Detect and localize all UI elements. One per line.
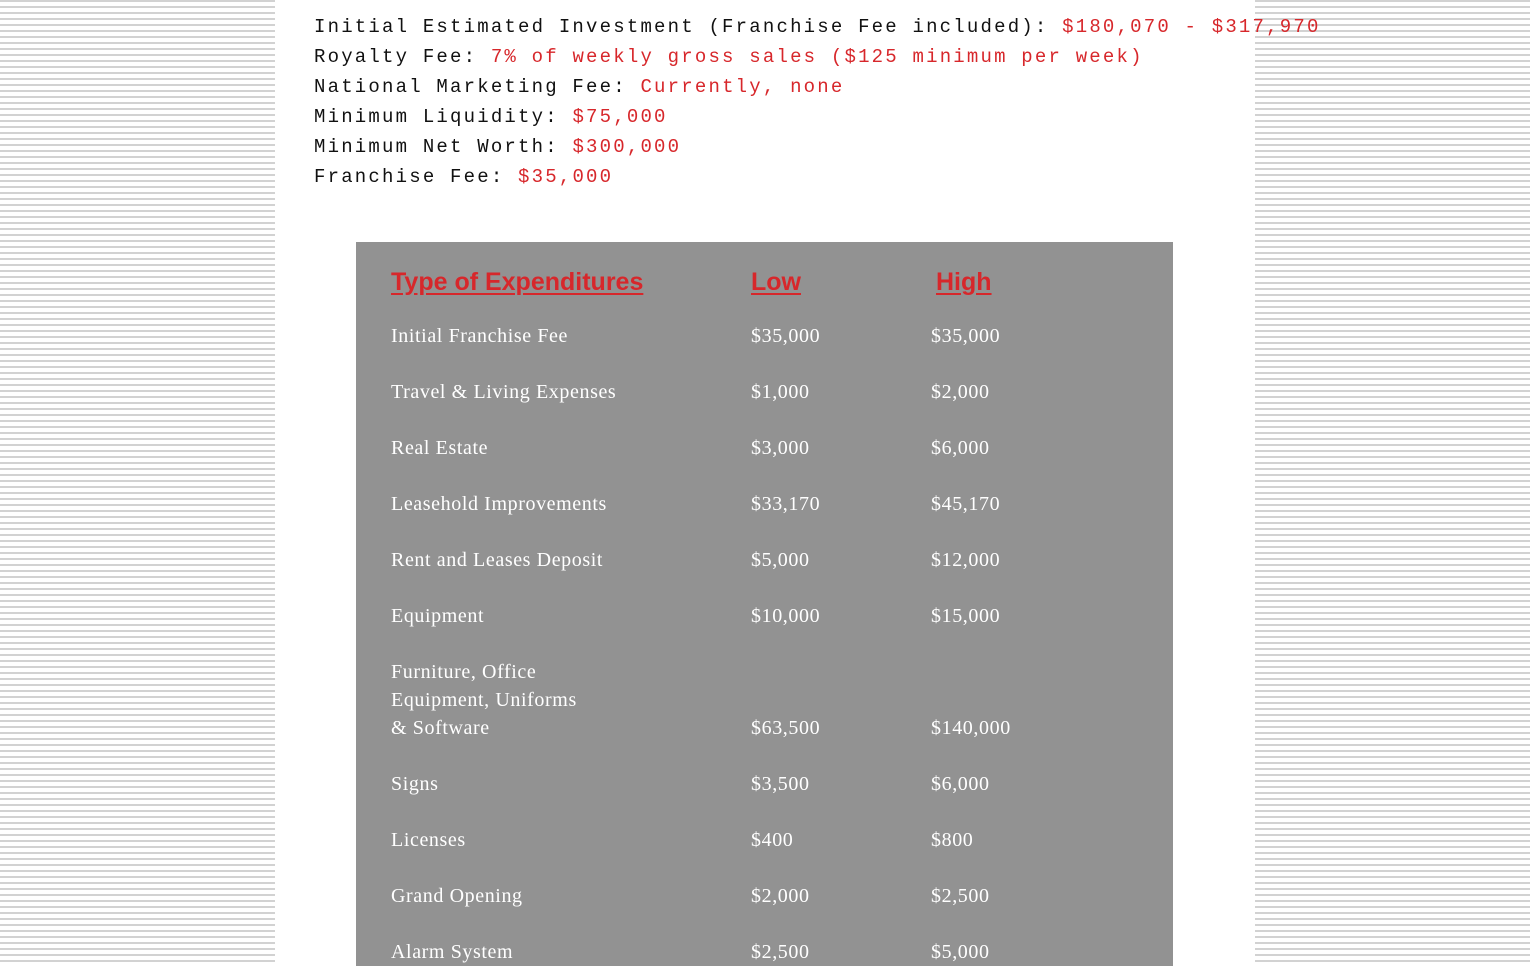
row-high: $2,500 bbox=[931, 885, 990, 907]
fact-minimum-net-worth: Minimum Net Worth: $300,000 bbox=[314, 136, 682, 158]
row-low: $2,000 bbox=[751, 885, 810, 907]
row-high: $800 bbox=[931, 829, 974, 851]
row-low: $3,500 bbox=[751, 773, 810, 795]
row-type: Signs bbox=[391, 773, 439, 795]
row-type: Equipment bbox=[391, 605, 485, 627]
expenditures-table bbox=[356, 242, 1173, 966]
row-low: $2,500 bbox=[751, 941, 810, 963]
row-high: $45,170 bbox=[931, 493, 1001, 515]
row-type-line: Equipment, Uniforms bbox=[391, 689, 577, 711]
row-high: $15,000 bbox=[931, 605, 1001, 627]
column-header-low: Low bbox=[751, 268, 801, 296]
row-low: $1,000 bbox=[751, 381, 810, 403]
column-header-type: Type of Expenditures bbox=[391, 268, 644, 296]
row-low: $63,500 bbox=[751, 717, 821, 739]
row-type: Initial Franchise Fee bbox=[391, 325, 568, 347]
content-page bbox=[275, 0, 1321, 966]
row-high: $12,000 bbox=[931, 549, 1001, 571]
row-low: $10,000 bbox=[751, 605, 821, 627]
row-low: $35,000 bbox=[751, 325, 821, 347]
row-type: Real Estate bbox=[391, 437, 489, 459]
row-high: $6,000 bbox=[931, 773, 990, 795]
row-type: Leasehold Improvements bbox=[391, 493, 607, 515]
row-type-line: & Software bbox=[391, 717, 490, 739]
row-high: $6,000 bbox=[931, 437, 990, 459]
row-low: $400 bbox=[751, 829, 794, 851]
fact-national-marketing-fee: National Marketing Fee: Currently, none bbox=[314, 76, 845, 98]
row-type-line: Furniture, Office bbox=[391, 661, 537, 683]
row-high: $2,000 bbox=[931, 381, 990, 403]
row-low: $3,000 bbox=[751, 437, 810, 459]
row-high: $140,000 bbox=[931, 717, 1011, 739]
row-low: $33,170 bbox=[751, 493, 821, 515]
row-type: Travel & Living Expenses bbox=[391, 381, 617, 403]
row-low: $5,000 bbox=[751, 549, 810, 571]
fact-minimum-liquidity: Minimum Liquidity: $75,000 bbox=[314, 106, 668, 128]
column-header-high: High bbox=[936, 268, 992, 296]
row-type: Licenses bbox=[391, 829, 466, 851]
row-high: $35,000 bbox=[931, 325, 1001, 347]
row-high: $5,000 bbox=[931, 941, 990, 963]
fact-initial-investment: Initial Estimated Investment (Franchise Fee included): $180,070 - $317,970 bbox=[314, 16, 1321, 38]
franchise-facts bbox=[314, 12, 1321, 192]
row-type: Rent and Leases Deposit bbox=[391, 549, 604, 571]
row-type: Alarm System bbox=[391, 941, 514, 963]
fact-franchise-fee: Franchise Fee: $35,000 bbox=[314, 166, 614, 188]
row-type: Grand Opening bbox=[391, 885, 523, 907]
fact-royalty-fee: Royalty Fee: 7% of weekly gross sales ($125 minimum per week) bbox=[314, 46, 1144, 68]
